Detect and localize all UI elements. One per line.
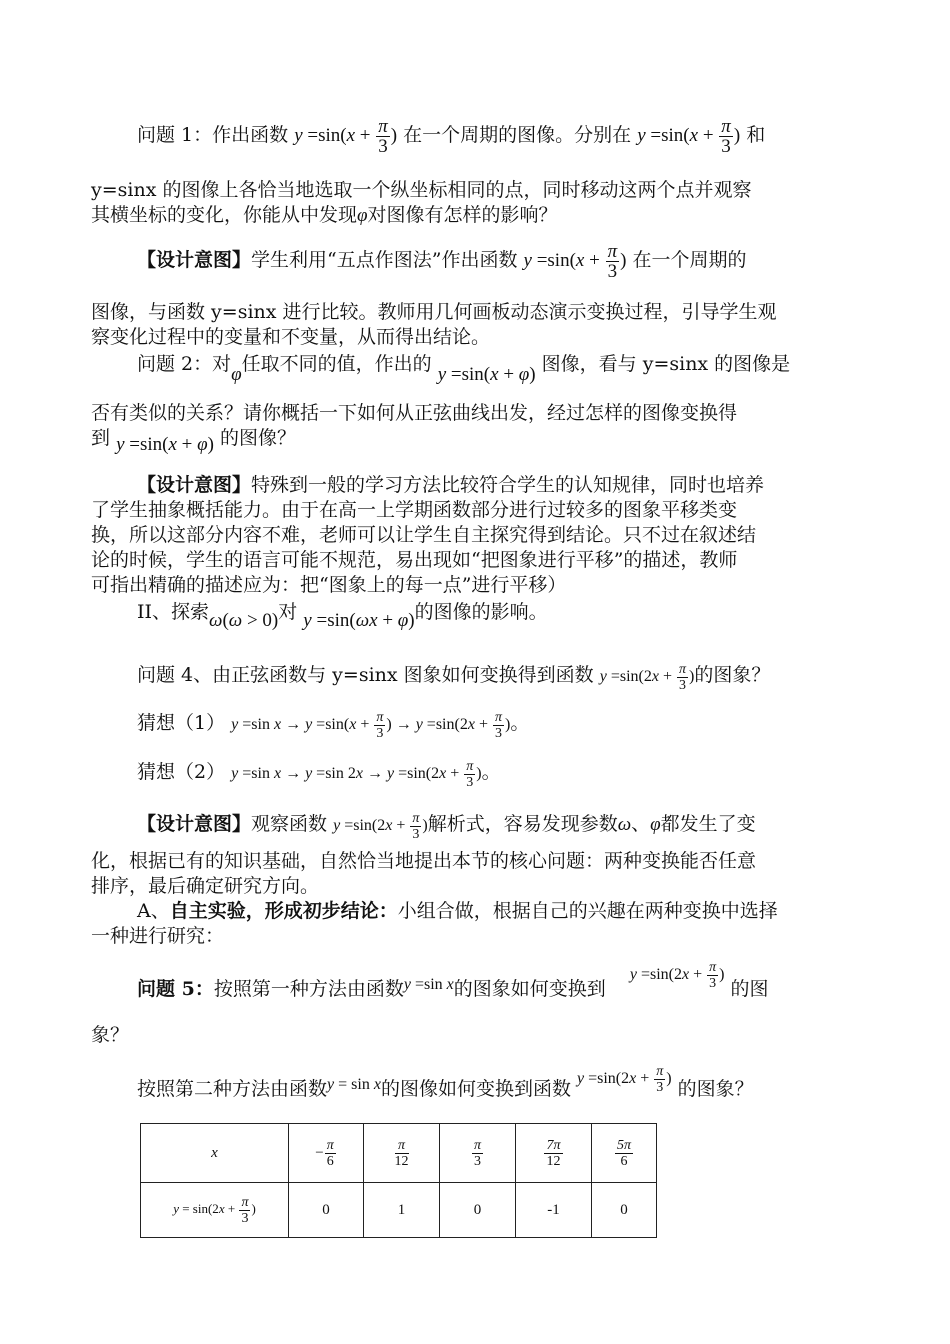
text: II、探索	[137, 601, 210, 623]
table-header-x	[141, 1124, 289, 1183]
text: 小组合做，根据自己的兴趣在两种变换中选择	[397, 900, 778, 922]
formula-guess-2-chain: y =sin x → y =sin 2x → y =sin(2x + $\frac{\pi}{3}$ )	[231, 759, 482, 790]
design-intent-tag: 【设计意图】	[137, 248, 252, 271]
formula-y-sin-2x-plus-pi-3: y =sin(2x + $\frac{\pi}{3}$ )	[599, 662, 695, 693]
table-cell-y-1: 0	[289, 1183, 364, 1238]
text: 的图像如何变换到函数	[380, 1078, 571, 1101]
design-intent-2-line-5: 可指出精确的描述应为：把“图象上的每一点”进行平移）	[91, 574, 567, 596]
table-cell-y-4: -1	[516, 1183, 592, 1238]
text: 猜想（1）	[137, 712, 226, 735]
table-cell-x-2: $\frac{\pi}{12}$	[364, 1124, 440, 1183]
design-intent-2-line-2: 了学生抽象概括能力。由于在高一上学期函数部分进行过较多的图象平移类变	[91, 499, 738, 521]
design-intent-3-line-2: 化，根据已有的知识基础，自然恰当地提出本节的核心问题：两种变换能否任意	[91, 850, 757, 872]
design-intent-2-line-3: 换，所以这部分内容不难，老师可以让学生自主探究得到结论。只不过在叙述结	[91, 524, 757, 546]
table-row-y	[141, 1183, 657, 1238]
design-intent-2-line-1	[137, 473, 764, 497]
question-4-line	[137, 662, 770, 693]
question-1-line-3	[91, 203, 558, 228]
text: 问题 4、由正弦函数与 y=sinx 图象如何变换得到函数	[137, 664, 594, 687]
text: 在一个周期的	[632, 248, 747, 271]
table-cell-text: x	[211, 1144, 218, 1161]
table-row-x	[141, 1124, 657, 1183]
table-cell-x-1: − $\frac{\pi}{6}$	[289, 1124, 364, 1183]
text: 猜想（2）	[137, 761, 226, 784]
text: 其横坐标的变化，你能从中发现	[91, 204, 358, 226]
formula-y-sin-2x-plus-pi-3: y =sin(2x + π 3 )	[629, 960, 725, 991]
question-1-line-1	[137, 117, 765, 156]
text: 按照第二种方法由函数	[137, 1078, 328, 1101]
formula-guess-1-chain: y =sin x → y =sin(x + $\frac{\pi}{3}$ ) → y =sin(2x + $\frac{\pi}{3}$ )	[231, 710, 511, 741]
design-intent-tag: 【设计意图】	[137, 813, 252, 836]
table-cell-y-2: 1	[364, 1183, 440, 1238]
table-row-label-y: y = sin(2x + $\frac{\pi}{3}$ )	[141, 1183, 289, 1238]
table-cell-y-3: 0	[440, 1183, 516, 1238]
design-intent-3-line-1	[137, 811, 756, 842]
question-2-line-3	[91, 426, 297, 455]
guess-1-line	[137, 710, 529, 741]
text: 。	[481, 761, 501, 784]
text: 、	[631, 813, 651, 836]
section-a-line-2: 一种进行研究：	[91, 925, 225, 947]
question-5-heading: 问题 5：	[137, 978, 214, 1001]
table-cell-x-5: $\frac{5\pi}{6}$	[592, 1124, 657, 1183]
design-intent-1-line-2: 图像，与函数 y=sinx 进行比较。教师用几何画板动态演示变换过程，引导学生观	[91, 301, 777, 323]
text: 问题 2：对	[137, 353, 232, 375]
question-1-line-2: y=sinx 的图像上各恰当地选取一个纵坐标相同的点，同时移动这两个点并观察	[91, 179, 752, 201]
formula-y-sin-2x-plus-pi-3: y =sin(2x + π 3 )	[577, 1064, 672, 1095]
section-a-line-1	[137, 899, 778, 923]
phi-symbol: φ	[650, 814, 661, 836]
text: 的图象如何变换到	[453, 978, 606, 1001]
design-intent-2-line-4: 论的时候，学生的语言可能不规范，易出现如“把图象进行平移”的描述，教师	[91, 549, 738, 571]
method-2-line	[137, 1064, 754, 1107]
text: 的图像？	[220, 427, 297, 449]
section-ii-line	[137, 600, 548, 631]
design-intent-1-line-1	[137, 242, 746, 281]
text: 任取不同的值，作出的	[241, 353, 432, 375]
text: 的图	[730, 978, 769, 1001]
text: 在一个周期的图像。分别在	[403, 123, 632, 146]
table-cell-x-4: $\frac{7\pi}{12}$	[516, 1124, 592, 1183]
phi-symbol: φ	[357, 205, 368, 226]
design-intent-tag: 【设计意图】	[137, 474, 252, 496]
formula-y-sin-x: y =sin x	[403, 976, 454, 994]
values-table	[140, 1123, 657, 1238]
text: 和	[746, 123, 766, 146]
text: 问题 1：作出函数	[137, 123, 289, 146]
text: 的图象？	[694, 664, 771, 687]
text: 解析式，容易发现参数	[427, 813, 618, 836]
text: 图像，看与 y=sinx 的图像是	[541, 353, 791, 375]
question-5-line-2: 象？	[91, 1024, 130, 1046]
formula-y-sin-x-plus-pi-3: y =sin(x + $\frac{\pi}{3}$ )	[637, 116, 741, 157]
omega-symbol: ω	[617, 814, 632, 836]
text: 对图像有怎样的影响？	[367, 204, 558, 226]
phi-symbol: φ	[231, 364, 242, 385]
text: 特殊到一般的学习方法比较符合学生的认知规律，同时也培养	[251, 474, 765, 496]
formula-y-sin-x-plus-phi: y =sin(x + φ)	[116, 434, 214, 455]
text: 对	[278, 601, 298, 623]
design-intent-1-line-3: 察变化过程中的变量和不变量，从而得出结论。	[91, 326, 491, 348]
design-intent-3-line-3: 排序，最后确定研究方向。	[91, 875, 320, 897]
guess-2-line	[137, 759, 501, 790]
text: 学生利用“五点作图法”作出函数	[251, 248, 518, 271]
section-a-heading: 自主实验，形成初步结论：	[169, 900, 398, 922]
text: 到	[91, 427, 111, 449]
formula-y-sin-x-plus-pi-3: y =sin(x + $\frac{\pi}{3}$ )	[523, 241, 627, 282]
text: 的图像的影响。	[414, 601, 548, 623]
formula-y-sin-2x-plus-pi-3: y =sin(2x + $\frac{\pi}{3}$ )	[333, 811, 428, 842]
table-cell-y-5: 0	[592, 1183, 657, 1238]
text: A、	[137, 900, 170, 922]
question-2-line-1	[137, 352, 791, 385]
text: 观察函数	[251, 813, 328, 836]
text: 的图象？	[677, 1078, 754, 1101]
text: 。	[510, 712, 530, 735]
text: 都发生了变	[660, 813, 756, 836]
question-2-line-2: 否有类似的关系？请你概括一下如何从正弦曲线出发，经过怎样的图像变换得	[91, 402, 738, 424]
formula-omega-gt-0: ω(ω > 0)	[209, 610, 279, 631]
formula-y-sin-x-plus-pi-3: y =sin(x + $\frac{\pi}{3}$ )	[294, 116, 398, 157]
text: 按照第一种方法由函数	[213, 978, 404, 1001]
formula-y-sin-x: y = sin x	[327, 1076, 381, 1094]
formula-y-sin-omega-x-plus-phi: y =sin(ωx + φ)	[303, 610, 415, 631]
table-cell-x-3: $\frac{\pi}{3}$	[440, 1124, 516, 1183]
formula-y-sin-x-plus-phi: y =sin(x + φ)	[437, 364, 536, 385]
